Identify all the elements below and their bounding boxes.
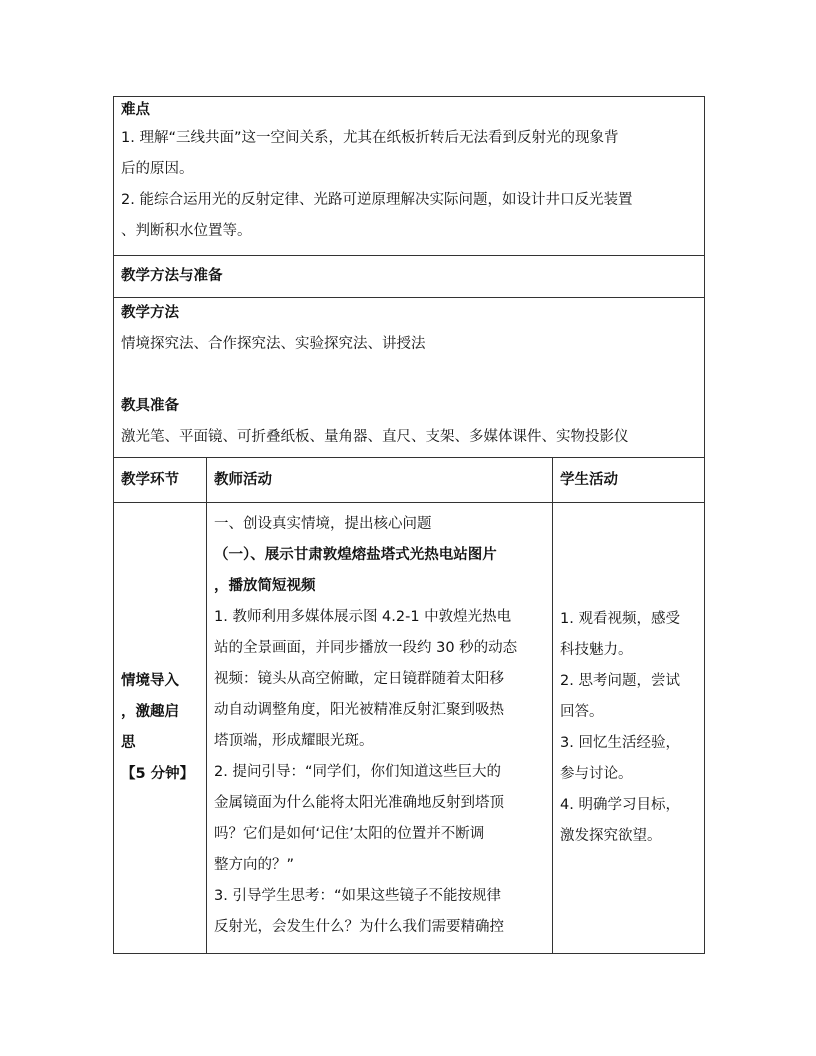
tools-text: 激光笔、平面镜、可折叠纸板、量角器、直尺、支架、多媒体课件、实物投影仪 (121, 429, 629, 445)
difficulty-cell (114, 97, 705, 256)
table-header-row (114, 458, 705, 503)
student-line-7: 4. 明确学习目标， (560, 797, 680, 813)
table-row (114, 503, 705, 954)
methods-title-row (114, 256, 705, 298)
difficulty-line-4: 、判断积水位置等。 (121, 223, 252, 239)
student-line-8: 激发探究欲望。 (560, 828, 662, 844)
teacher-line-6: 视频：镜头从高空俯瞰，定日镜群随着太阳移 (214, 671, 504, 687)
teacher-line-1: 一、创设真实情境，提出核心问题 (214, 516, 432, 532)
teacher-line-11: 吗？它们是如何‘记住’太阳的位置并不断调 (214, 826, 485, 842)
stage-line-1: 情境导入 (121, 673, 179, 689)
methods-text: 情境探究法、合作探究法、实验探究法、讲授法 (121, 336, 426, 352)
teacher-line-12: 整方向的？” (214, 857, 295, 873)
methods-title-cell (114, 256, 705, 298)
stage-line-3: 思 (121, 735, 136, 751)
stage-cell (114, 503, 207, 954)
student-line-1: 1. 观看视频，感受 (560, 611, 680, 627)
difficulty-line-1: 1. 理解“三线共面”这一空间关系，尤其在纸板折转后无法看到反射光的现象背 (121, 130, 619, 146)
student-line-4: 回答。 (560, 704, 604, 720)
teacher-line-5: 站的全景画面，并同步播放一段约 30 秒的动态 (214, 640, 518, 656)
header-stage: 教学环节 (114, 458, 207, 503)
student-line-2: 科技魅力。 (560, 642, 633, 658)
difficulty-line-3: 2. 能综合运用光的反射定律、光路可逆原理解决实际问题，如设计井口反光装置 (121, 192, 633, 208)
teacher-line-10: 金属镜面为什么能将太阳光准确地反射到塔顶 (214, 795, 504, 811)
teacher-line-8: 塔顶端，形成耀眼光斑。 (214, 733, 374, 749)
methods-content-row (114, 298, 705, 458)
student-line-6: 参与讨论。 (560, 766, 633, 782)
student-line-3: 2. 思考问题，尝试 (560, 673, 680, 689)
teacher-line-14: 反射光，会发生什么？为什么我们需要精确控 (214, 919, 504, 935)
header-teacher: 教师活动 (207, 458, 553, 503)
methods-content-cell (114, 298, 705, 458)
teacher-line-3: ，播放简短视频 (214, 578, 316, 594)
header-student: 学生活动 (553, 458, 705, 503)
teacher-line-7: 动自动调整角度，阳光被精准反射汇聚到吸热 (214, 702, 504, 718)
difficulty-line-2: 后的原因。 (121, 161, 194, 177)
methods-heading: 教学方法 (121, 305, 179, 321)
teacher-line-13: 3. 引导学生思考：“如果这些镜子不能按规律 (214, 888, 501, 904)
tools-heading: 教具准备 (121, 398, 179, 414)
stage-line-4: 【5 分钟】 (121, 766, 195, 782)
difficulty-row (114, 97, 705, 256)
difficulty-heading: 难点 (121, 102, 150, 118)
stage-line-2: ，激趣启 (121, 704, 179, 720)
teacher-line-9: 2. 提问引导：“同学们，你们知道这些巨大的 (214, 764, 501, 780)
spacer (121, 360, 697, 391)
methods-section-title: 教学方法与准备 (121, 268, 223, 284)
teacher-line-2: （一）、展示甘肃敦煌熔盐塔式光热电站图片 (214, 547, 497, 563)
teacher-activity-cell (207, 503, 553, 954)
teacher-line-4: 1. 教师利用多媒体展示图 4.2-1 中敦煌光热电 (214, 609, 512, 625)
lesson-plan-table (113, 96, 705, 954)
student-activity-cell (553, 503, 705, 954)
student-line-5: 3. 回忆生活经验， (560, 735, 680, 751)
